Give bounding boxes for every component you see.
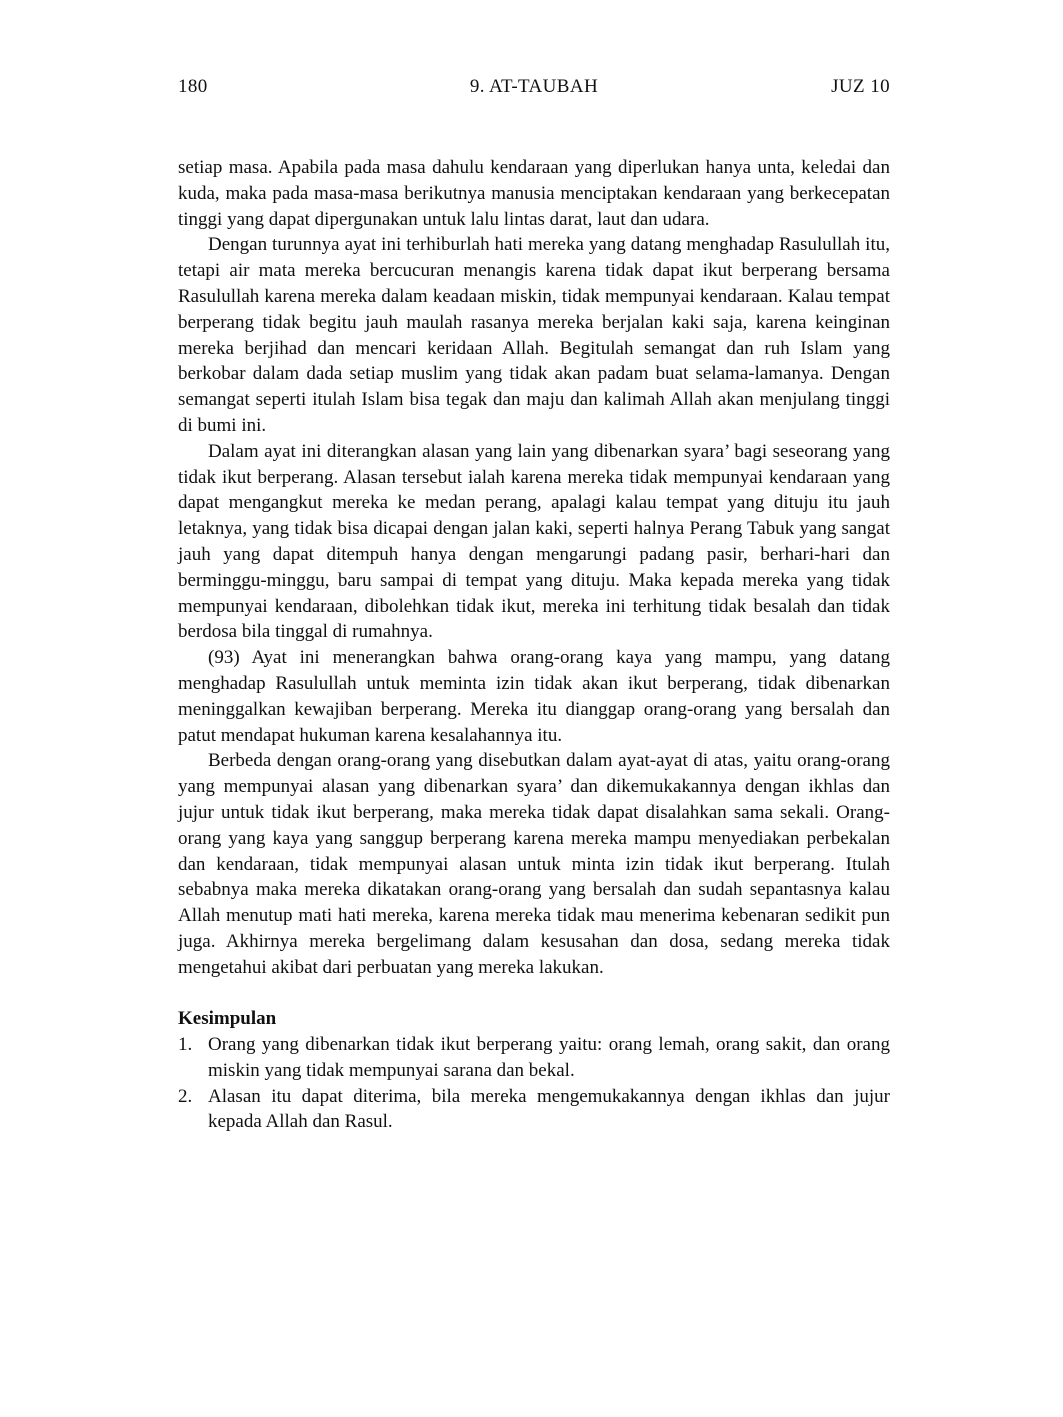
paragraph: (93) Ayat ini menerangkan bahwa orang-orang kaya yang mampu, yang datang menghadap Rasulullah untuk meminta izin tidak akan ikut berperang, tidak dibenarkan meninggalkan kewajiban berperang. Mereka itu dianggap orang-orang yang bersalah dan patut mendapat hukuman karena kesalahannya itu. <box>178 647 890 746</box>
list-text: Orang yang dibenarkan tidak ikut berperang yaitu: orang lemah, orang sakit, dan orang miskin yang tidak mempunyai sarana dan bekal. <box>208 1034 890 1081</box>
list-item <box>178 1032 890 1084</box>
list-number: 1. <box>178 1034 193 1056</box>
paragraph: Dalam ayat ini diterangkan alasan yang lain yang dibenarkan syara’ bagi seseorang yang tidak ikut berperang. Alasan tersebut ialah karena mereka tidak mempunyai kendaraan yang dapat mengangkut mereka ke medan perang, apalagi kalau tempat yang dituju itu jauh letaknya, yang tidak bisa dicapai dengan jalan kaki, seperti halnya Perang Tabuk yang sangat jauh yang dapat ditempuh hanya dengan mengarungi padang pasir, berhari-hari dan berminggu-minggu, baru sampai di tempat yang dituju. Maka kepada mereka yang tidak mempunyai kendaraan, dibolehkan tidak ikut, mereka ini terhitung tidak besalah dan tidak berdosa bila tinggal di rumahnya. <box>178 440 890 643</box>
kesimpulan-heading: Kesimpulan <box>178 1008 277 1030</box>
list-item <box>178 1084 890 1136</box>
surah-title: 9. AT-TAUBAH <box>469 76 599 97</box>
paragraph: Dengan turunnya ayat ini terhiburlah hati mereka yang datang menghadap Rasulullah itu, tetapi air mata mereka bercucuran menangis karena tidak dapat ikut berperang bersama Rasulullah karena mereka dalam keadaan miskin, tidak mempunyai kendaraan. Kalau tempat berperang tidak begitu jauh maulah rasanya mereka berjalan kaki saja, karena keinginan mereka berjihad dan mencari keridaan Allah. Begitulah semangat dan ruh Islam yang berkobar dalam dada setiap muslim yang tidak akan padam buat selama-lamanya. Dengan semangat seperti itulah Islam bisa tegak dan maju dan kalimah Allah akan menjulang tinggi di bumi ini. <box>178 234 890 436</box>
list-text: Alasan itu dapat diterima, bila mereka mengemukakannya dengan ikhlas dan jujur kepada Allah dan Rasul. <box>208 1085 890 1133</box>
page-number: 180 <box>178 76 208 97</box>
list-number: 2. <box>178 1085 193 1107</box>
juz-label: JUZ 10 <box>831 76 890 97</box>
page-header <box>178 76 890 98</box>
paragraph: Berbeda dengan orang-orang yang disebutkan dalam ayat-ayat di atas, yaitu orang-orang yang mempunyai alasan yang dibenarkan syara’ dan dikemukakannya dengan ikhlas dan jujur untuk tidak ikut berperang, maka mereka tidak dapat disalahkan sama sekali. Orang-orang yang kaya yang sanggup berperang karena mereka mampu menyediakan perbekalan dan kendaraan, tidak mempunyai alasan untuk minta izin tidak ikut berperang. Itulah sebabnya maka mereka dikatakan orang-orang yang bersalah dan sudah sepantasnya kalau Allah menutup mati hati mereka, karena mereka tidak mau menerima kebenaran sedikit pun juga. Akhirnya mereka bergelimang dalam kesusahan dan dosa, sedang mereka tidak mengetahui akibat dari perbuatan yang mereka lakukan. <box>178 750 890 978</box>
paragraph: setiap masa. Apabila pada masa dahulu kendaraan yang diperlukan hanya unta, keledai dan kuda, maka pada masa-masa berikutnya manusia menciptakan kendaraan yang berkecepatan tinggi yang dapat dipergunakan untuk lalu lintas darat, laut dan udara. <box>178 157 890 230</box>
body-text <box>178 155 890 1135</box>
page-content <box>178 76 890 1135</box>
kesimpulan-list <box>178 1032 890 1135</box>
